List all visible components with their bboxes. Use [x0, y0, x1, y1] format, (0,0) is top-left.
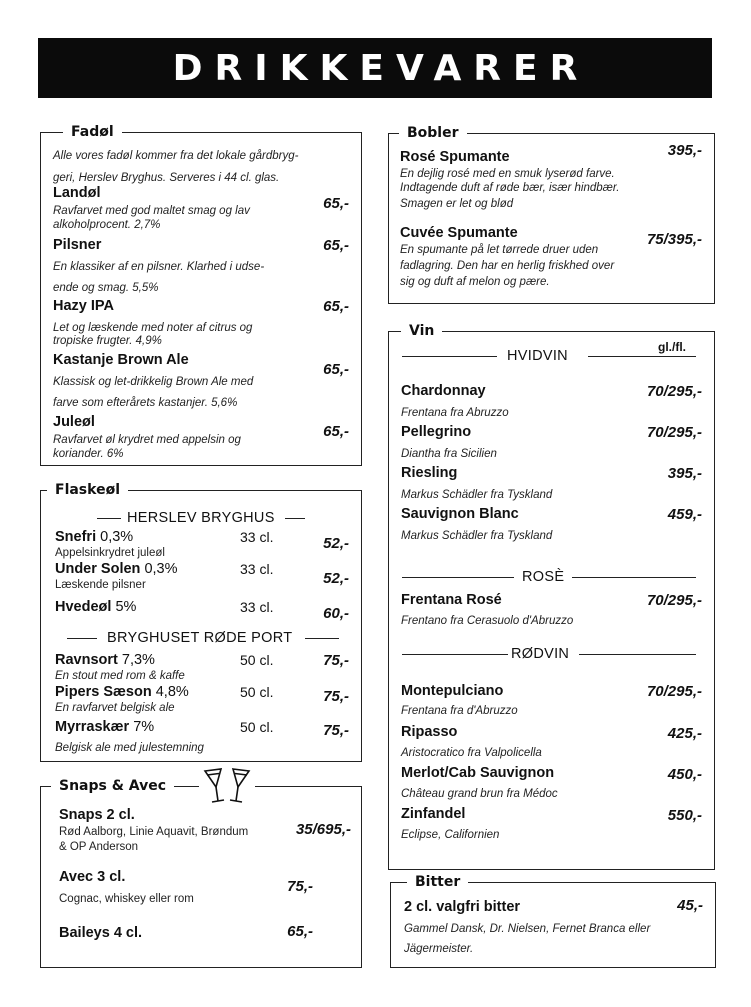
section-title: Bobler: [399, 124, 467, 142]
section-vin: [388, 323, 715, 870]
beer-volume: 50 cl.: [240, 719, 274, 735]
divider: [402, 356, 497, 357]
wine-price: 70/295,-: [646, 424, 702, 441]
menu-item-desc: Cognac, whiskey eller rom: [59, 893, 194, 905]
wine-name: Merlot/Cab Sauvignon: [401, 765, 555, 781]
beer-price: 75,-: [323, 652, 349, 669]
divider: [579, 654, 696, 655]
wine-name: Chardonnay: [401, 383, 486, 399]
wine-price: 70/295,-: [646, 683, 702, 700]
beer-price: 60,-: [323, 605, 349, 622]
menu-item-price: 65,-: [323, 237, 349, 254]
unit-header: gl./fl.: [658, 340, 686, 354]
group-header-rose: ROSÈ: [522, 569, 565, 585]
menu-item-desc: Indtagende duft af røde bær, især hindbær.: [400, 182, 620, 194]
section-snaps-avec: [40, 778, 362, 968]
beer-desc: Læskende pilsner: [55, 579, 146, 591]
beer-name: Snefri 0,3%: [55, 529, 134, 545]
menu-item-desc: & OP Anderson: [59, 841, 139, 853]
menu-item-desc: koriander. 6%: [53, 448, 124, 460]
menu-item-price: 35/695,-: [295, 821, 351, 838]
divider: [588, 356, 696, 357]
menu-item-name: Snaps 2 cl.: [59, 807, 135, 823]
beer-volume: 33 cl.: [240, 529, 274, 545]
wine-desc: Frentana fra Abruzzo: [401, 407, 509, 419]
wine-price: 70/295,-: [646, 592, 702, 609]
wine-price: 550,-: [667, 807, 702, 824]
wine-name: Ripasso: [401, 724, 458, 740]
beer-desc: En stout med rom & kaffe: [55, 670, 185, 682]
menu-item-desc: Klassisk og let-drikkelig Brown Ale med: [53, 376, 254, 388]
wine-desc: Aristocratico fra Valpolicella: [401, 747, 542, 759]
divider: [402, 654, 508, 655]
beer-price: 52,-: [323, 535, 349, 552]
menu-item-name: Pilsner: [53, 237, 102, 253]
section-title: Fadøl: [63, 123, 122, 141]
beer-name: Hvedeøl 5%: [55, 599, 137, 615]
wine-name: Pellegrino: [401, 424, 472, 440]
menu-item-price: 65,-: [323, 298, 349, 315]
menu-item-name: Juleøl: [53, 414, 95, 430]
beer-desc: Appelsinkrydret juleøl: [55, 547, 165, 559]
menu-item-price: 65,-: [323, 195, 349, 212]
wine-desc: Markus Schädler fra Tyskland: [401, 530, 553, 542]
menu-item-price: 65,-: [287, 923, 313, 940]
beer-price: 75,-: [323, 722, 349, 739]
wine-name: Montepulciano: [401, 683, 504, 699]
menu-item-desc: Smagen er let og blød: [400, 198, 514, 210]
divider: [97, 518, 121, 519]
menu-item-desc: alkoholprocent. 2,7%: [53, 219, 161, 231]
menu-item-desc: Gammel Dansk, Dr. Nielsen, Fernet Branca eller: [404, 923, 651, 935]
divider: [402, 577, 514, 578]
section-flaskeol: [40, 482, 362, 762]
beer-volume: 50 cl.: [240, 652, 274, 668]
menu-item-desc: Let og læskende med noter af citrus og: [53, 322, 253, 334]
beer-volume: 33 cl.: [240, 561, 274, 577]
menu-item-desc: ende og smag. 5,5%: [53, 282, 159, 294]
section-bitter: [390, 874, 716, 968]
wine-name: Frentana Rosé: [401, 592, 502, 608]
menu-item-desc: Jägermeister.: [404, 943, 474, 955]
menu-item-desc: Rød Aalborg, Linie Aquavit, Brøndum: [59, 826, 249, 838]
menu-item-desc: Ravfarvet med god maltet smag og lav: [53, 205, 250, 217]
menu-item-name: Cuvée Spumante: [400, 225, 518, 241]
beer-name: Pipers Sæson 4,8%: [55, 684, 189, 700]
menu-item-name: Avec 3 cl.: [59, 869, 126, 885]
divider: [305, 638, 339, 639]
page-title: DRIKKEVARER: [172, 47, 590, 89]
section-bobler: [388, 125, 715, 304]
intro-text: Alle vores fadøl kommer fra det lokale gårdbryg-: [53, 150, 299, 162]
beer-price: 75,-: [323, 688, 349, 705]
menu-item-desc: fadlagring. Den har en herlig friskhed over: [400, 260, 615, 272]
wine-desc: Frentano fra Cerasuolo d'Abruzzo: [401, 615, 574, 627]
wine-price: 450,-: [667, 766, 702, 783]
beer-price: 52,-: [323, 570, 349, 587]
menu-item-name: Hazy IPA: [53, 298, 114, 314]
wine-price: 459,-: [667, 506, 702, 523]
group-header: HERSLEV BRYGHUS: [127, 510, 275, 526]
menu-item-desc: tropiske frugter. 4,9%: [53, 335, 162, 347]
divider: [285, 518, 305, 519]
menu-item-price: 65,-: [323, 361, 349, 378]
menu-item-desc: sig og duft af melon og pære.: [400, 276, 550, 288]
beer-name: Myrraskær 7%: [55, 719, 155, 735]
section-title: Bitter: [407, 873, 468, 891]
wine-name: Riesling: [401, 465, 458, 481]
beer-volume: 50 cl.: [240, 684, 274, 700]
wine-desc: Diantha fra Sicilien: [401, 448, 497, 460]
wine-name: Sauvignon Blanc: [401, 506, 519, 522]
menu-item-price: 75/395,-: [646, 231, 702, 248]
divider: [67, 638, 97, 639]
wine-price: 395,-: [667, 465, 702, 482]
menu-item-name: Baileys 4 cl.: [59, 925, 143, 941]
menu-item-name: 2 cl. valgfri bitter: [404, 899, 521, 915]
section-title: Flaskeøl: [47, 481, 128, 499]
group-header: BRYGHUSET RØDE PORT: [107, 630, 293, 646]
menu-item-desc: En klassiker af en pilsner. Klarhed i udse-: [53, 261, 265, 273]
toasting-glasses-icon: [199, 767, 255, 807]
wine-name: Zinfandel: [401, 806, 466, 822]
menu-item-price: 65,-: [323, 423, 349, 440]
section-title: Vin: [401, 322, 442, 340]
wine-desc: Eclipse, Californien: [401, 829, 500, 841]
menu-item-desc: En spumante på let tørrede druer uden: [400, 244, 599, 256]
menu-item-desc: Ravfarvet øl krydret med appelsin og: [53, 434, 241, 446]
wine-price: 425,-: [667, 725, 702, 742]
menu-item-desc: En dejlig rosé med en smuk lyserød farve.: [400, 168, 615, 180]
group-header-hvidvin: HVIDVIN: [507, 348, 568, 364]
wine-price: 70/295,-: [646, 383, 702, 400]
beer-name: Under Solen 0,3%: [55, 561, 178, 577]
menu-item-price: 75,-: [287, 878, 313, 895]
title-banner: [38, 38, 712, 98]
beer-name: Ravnsort 7,3%: [55, 652, 155, 668]
beer-desc: Belgisk ale med julestemning: [55, 742, 204, 754]
menu-item-name: Landøl: [53, 185, 101, 201]
beer-volume: 33 cl.: [240, 599, 274, 615]
wine-desc: Frentana fra d'Abruzzo: [401, 705, 518, 717]
menu-item-desc: farve som efterårets kastanjer. 5,6%: [53, 397, 238, 409]
menu-item-price: 395,-: [667, 142, 702, 159]
wine-desc: Château grand brun fra Médoc: [401, 788, 558, 800]
beer-desc: En ravfarvet belgisk ale: [55, 702, 175, 714]
divider: [572, 577, 696, 578]
group-header-rodvin: RØDVIN: [511, 646, 570, 662]
section-title: Snaps & Avec: [51, 777, 174, 795]
menu-item-name: Kastanje Brown Ale: [53, 352, 189, 368]
menu-item-price: 45,-: [677, 897, 703, 914]
section-fadol: [40, 124, 362, 466]
menu-item-name: Rosé Spumante: [400, 149, 510, 165]
intro-text: geri, Herslev Bryghus. Serveres i 44 cl. glas.: [53, 172, 280, 184]
wine-desc: Markus Schädler fra Tyskland: [401, 489, 553, 501]
